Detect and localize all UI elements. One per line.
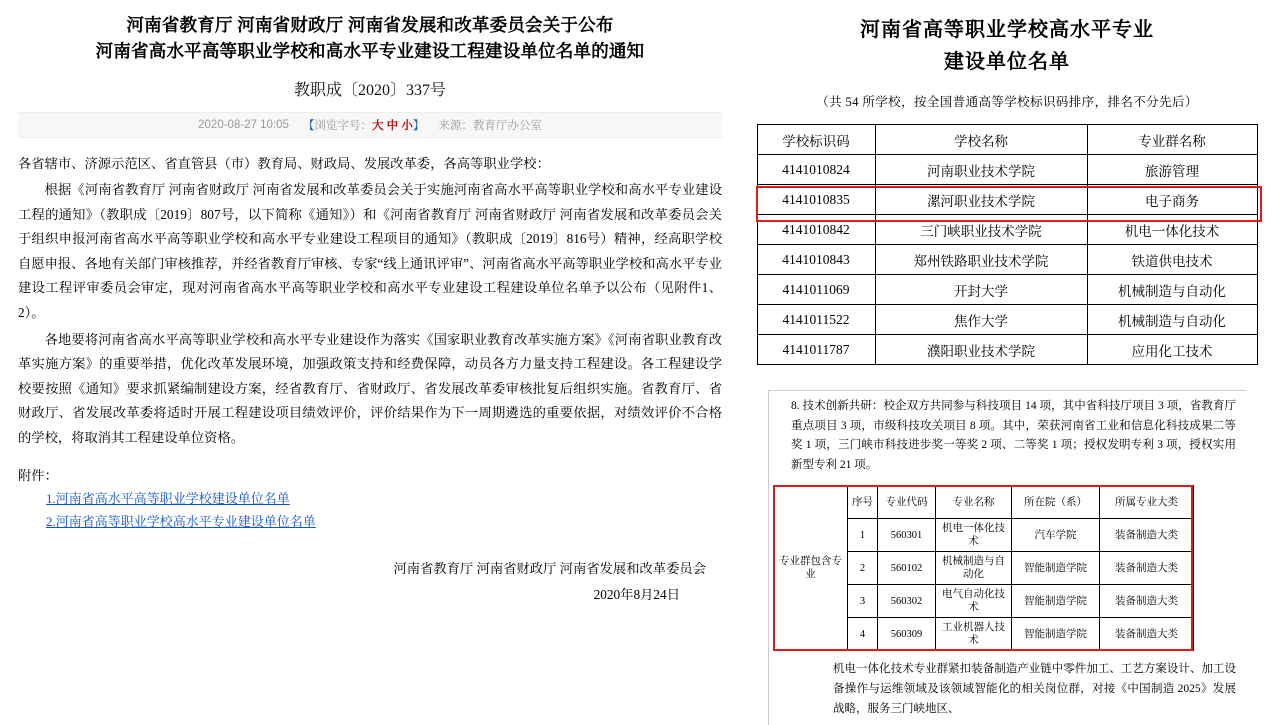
- bracket-close: 】: [412, 119, 425, 132]
- cell-code: 4141011522: [757, 305, 875, 335]
- cell-college: 智能制造学院: [1012, 618, 1100, 651]
- major-column-header-no: 序号: [848, 486, 878, 519]
- cell-major-name: 机械制造与自动化: [936, 552, 1012, 585]
- cell-major-group: 机械制造与自动化: [1087, 305, 1257, 335]
- cell-school: 郑州铁路职业技术学院: [875, 245, 1087, 275]
- notice-title-line1: 河南省教育厅 河南省财政厅 河南省发展和改革委员会关于公布: [126, 15, 614, 35]
- notice-paragraph-2: 各地要将河南省高水平高等职业学校和高水平专业建设作为落实《国家职业教育改革实施方案》《河南省职业教育改革实施方案》的重要举措，优化改革发展环境，加强政策支持和经费保障，动员各方力量支持工程建设。各工程建设学校要按照《通知》要求抓紧编制建设方案，经省教育厅、省财政厅、省发展改革委审核批复后组织实施。省教育厅、省财政厅、省发展改革委将适时开展工程建设项目绩效评价，评价结果作为下一周期遴选的重要依据，对绩效评价不合格的学校，将取消其工程建设单位资格。: [18, 331, 722, 446]
- font-size-label: 浏览字号：: [314, 119, 372, 132]
- cell-category: 装备制造大类: [1100, 552, 1194, 585]
- cell-no: 1: [848, 519, 878, 552]
- font-size-options[interactable]: 大 中 小: [371, 119, 413, 132]
- cell-school: 河南职业技术学院: [875, 155, 1087, 185]
- cell-no: 3: [848, 585, 878, 618]
- bracket-open: 【: [302, 119, 315, 132]
- cell-code: 4141011787: [757, 335, 875, 365]
- attachment-link-1[interactable]: 1.河南省高水平高等职业学校建设单位名单: [46, 490, 290, 506]
- cell-college: 智能制造学院: [1012, 552, 1100, 585]
- cell-code: 4141010842: [757, 215, 875, 245]
- page-title: [46, 12, 694, 65]
- attachment-preview-panel: [740, 0, 1274, 725]
- cell-category: 装备制造大类: [1100, 618, 1194, 651]
- cell-school: 漯河职业技术学院: [875, 185, 1087, 215]
- article-meta-bar: [18, 112, 722, 138]
- cell-major-name: 机电一体化技术: [936, 519, 1012, 552]
- attachment-title-line2: 建设单位名单: [944, 51, 1070, 73]
- major-group-row-label: 专业群包含专业: [774, 486, 848, 651]
- cell-school: 三门峡职业技术学院: [875, 215, 1087, 245]
- major-group-table-wrapper: [773, 485, 1193, 651]
- cell-code: 4141011069: [757, 275, 875, 305]
- detail-tail-paragraph: 机电一体化技术专业群紧扣装备制造产业链中零件加工、工艺方案设计、加工设备操作与运维领域及该领域智能化的相关岗位群，对接《中国制造 2025》发展战略，服务三门峡地区、: [833, 663, 1236, 716]
- major-column-header-category: 所属专业大类: [1100, 486, 1194, 519]
- attachment-link-2[interactable]: 2.河南省高等职业学校高水平专业建设单位名单: [46, 513, 316, 529]
- cell-major-code: 560301: [878, 519, 936, 552]
- column-header-school: 学校名称: [875, 125, 1087, 155]
- cell-school: 焦作大学: [875, 305, 1087, 335]
- column-header-major-group: 专业群名称: [1087, 125, 1257, 155]
- notice-title-line2: 河南省高水平高等职业学校和高水平专业建设工程建设单位名单的通知: [95, 41, 645, 62]
- attachment-label: 附件：: [18, 467, 58, 483]
- notice-body: [18, 152, 722, 451]
- cell-major-group: 机械制造与自动化: [1087, 275, 1257, 305]
- table-row: [757, 155, 1257, 185]
- cell-major-group: 应用化工技术: [1087, 335, 1257, 365]
- cell-major-group: 旅游管理: [1087, 155, 1257, 185]
- signature-block: [18, 556, 722, 609]
- signature-organizations: 河南省教育厅 河南省财政厅 河南省发展和改革委员会: [393, 560, 706, 576]
- cell-school: 濮阳职业技术学院: [875, 335, 1087, 365]
- cell-code: 4141010843: [757, 245, 875, 275]
- notice-paragraph-0: 各省辖市、济源示范区、省直管县（市）教育局、财政局、发展改革委，各高等职业学校：: [18, 155, 550, 171]
- font-size-switcher[interactable]: [303, 117, 424, 133]
- cell-college: 智能制造学院: [1012, 585, 1100, 618]
- major-column-header-name: 专业名称: [936, 486, 1012, 519]
- column-header-code: 学校标识码: [757, 125, 875, 155]
- cell-category: 装备制造大类: [1100, 519, 1194, 552]
- cell-no: 4: [848, 618, 878, 651]
- cell-major-code: 560302: [878, 585, 936, 618]
- cell-category: 装备制造大类: [1100, 585, 1194, 618]
- cell-major-group: 机电一体化技术: [1087, 215, 1257, 245]
- cell-major-code: 560309: [878, 618, 936, 651]
- table-row: [757, 305, 1257, 335]
- cell-college: 汽车学院: [1012, 519, 1100, 552]
- major-table-header-row: [774, 486, 1194, 519]
- major-column-header-code: 专业代码: [878, 486, 936, 519]
- cell-code: 4141010824: [757, 155, 875, 185]
- publish-date: 2020-08-27 10:05: [198, 118, 289, 131]
- article-source: 来源：教育厅办公室: [438, 119, 542, 132]
- cell-no: 2: [848, 552, 878, 585]
- attachment-title: [740, 14, 1274, 78]
- cell-major-group: 铁道供电技术: [1087, 245, 1257, 275]
- cell-school: 开封大学: [875, 275, 1087, 305]
- detail-document-crop: [768, 390, 1246, 725]
- attachment-title-line1: 河南省高等职业学校高水平专业: [860, 19, 1154, 41]
- table-row-highlighted: [757, 215, 1257, 245]
- table-row: [757, 275, 1257, 305]
- table-row: [757, 335, 1257, 365]
- cell-major-name: 电气自动化技术: [936, 585, 1012, 618]
- cell-code: 4141010835: [757, 185, 875, 215]
- cell-major-name: 工业机器人技术: [936, 618, 1012, 651]
- attachment-subtitle: （共 54 所学校，按全国普通高等学校标识码排序，排名不分先后）: [816, 95, 1198, 109]
- table-header-row: [757, 125, 1257, 155]
- table-row: [757, 245, 1257, 275]
- table-row: [757, 185, 1257, 215]
- major-column-header-college: 所在院（系）: [1012, 486, 1100, 519]
- notice-document-number: 教职成〔2020〕337号: [293, 81, 446, 99]
- major-group-table: [773, 485, 1194, 651]
- notice-paragraph-1: 根据《河南省教育厅 河南省财政厅 河南省发展和改革委员会关于实施河南省高水平高等职业学校和高水平专业建设工程的通知》（教职成〔2019〕807号，以下简称《通知》）和《河南省教育厅 河南省财政厅 河南省发展和改革委员会关于组织申报河南省高水平高等职业学校和高水平专业建设工程项目的通知》（教职成〔2019〕816号）精神，经高职学校自愿申报、各地有关部门审核推荐，并经省教育厅审核、专家“线上通讯评审”、河南省高水平高等职业学校和高水平专业建设工程评审委员会审定，现对河南省高水平高等职业学校和高水平专业建设工程建设单位名单予以公布（见附件1、2）。: [18, 182, 722, 321]
- signature-date: 2020年8月24日: [593, 587, 680, 603]
- school-list-table: [757, 124, 1258, 365]
- cell-major-code: 560102: [878, 552, 936, 585]
- detail-paragraph: 8. 技术创新共研：校企双方共同参与科技项目 14 项，其中省科技厅项目 3 项，省教育厅重点项目 3 项，市级科技攻关项目 8 项。其中，荣获河南省工业和信息化科技成果二等奖 1 项，三门峡市科技进步奖一等奖 2 项、二等奖 1 项；授权发明专利 3 项，授权实用新型专利 21 项。: [791, 400, 1236, 471]
- cell-major-group: 电子商务: [1087, 185, 1257, 215]
